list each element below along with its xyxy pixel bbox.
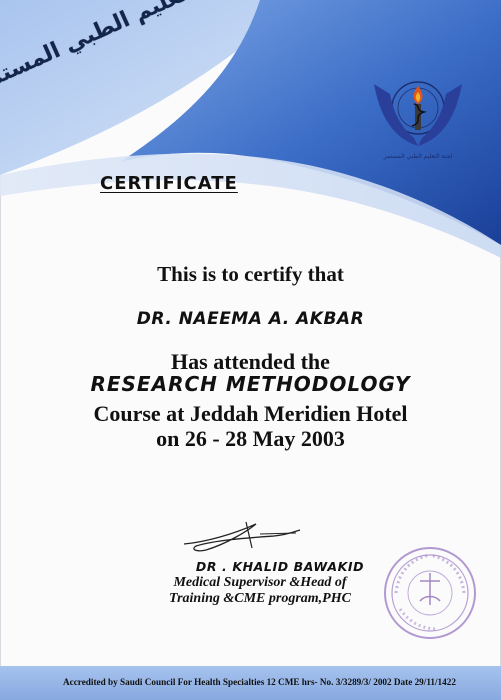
certify-statement: This is to certify that	[157, 262, 344, 286]
hands-torch-emblem-icon	[368, 64, 468, 164]
official-seal-stamp-icon	[380, 543, 480, 643]
signatory-title	[140, 575, 380, 607]
signatory-title-line1: Medical Supervisor &Head of	[173, 575, 347, 590]
course-title: RESEARCH METHODOLOGY	[90, 372, 411, 396]
course-venue: Course at Jeddah Meridien Hotel	[93, 401, 408, 426]
handwritten-signature-icon	[176, 514, 306, 559]
logo-arabic-caption: لجنة التعليم الطبي المستمر	[383, 153, 453, 160]
signatory-title-line2: Training &CME program,PHC	[169, 591, 351, 606]
course-dates: on 26 - 28 May 2003	[156, 426, 345, 451]
accreditation-note: Accredited by Saudi Council For Health Specialties 12 CME hrs- No. 3/3289/3/ 2002 Date 29/11/1422	[63, 677, 456, 687]
recipient-name: DR. NAEEMA A. AKBAR	[136, 309, 365, 329]
signatory-name: DR . KHALID BAWAKID	[195, 559, 365, 574]
certificate-heading: CERTIFICATE	[100, 173, 238, 194]
attended-statement: Has attended the	[171, 349, 330, 374]
